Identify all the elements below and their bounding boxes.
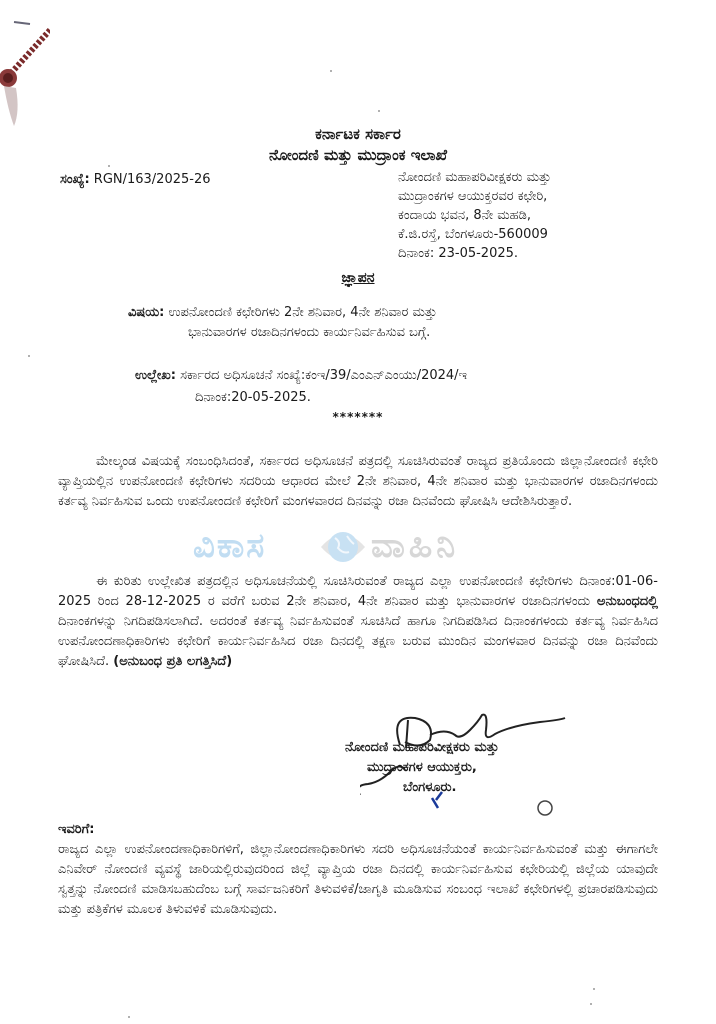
body-paragraph-2 (58, 572, 658, 672)
subject-section (128, 303, 608, 343)
signatory-line: ಬೆಂಗಳೂರು. (403, 780, 457, 795)
globe-eye-icon (321, 526, 365, 568)
recipients-text: ರಾಜ್ಯದ ಎಲ್ಲಾ ಉಪನೋಂದಣಾಧಿಕಾರಿಗಳಿಗೆ, ಜಿಲ್ಲಾನೋಂದಣಾಧಿಕಾರಿಗಳು ಸದರಿ ಅಧಿಸೂಚನೆಯಂತೆ ಕಾರ್ಯನಿರ್ವಹಿಸುವಂತೆ ಮತ್ತು ಈಗಾಗಲೇ ಎನಿವೇರ್ ನೋಂದಣಿ ವ್ಯವಸ್ಥೆ ಜಾರಿಯಲ್ಲಿರುವುದರಿಂದ ಜಿಲ್ಲೆ ವ್ಯಾಪ್ತಿಯ ರಜಾ ದಿನದಲ್ಲಿ ಕಾರ್ಯನಿರ್ವಹಿಸುವ ಕಛೇರಿಯಲ್ಲಿ ಜಿಲ್ಲೆಯ ಯಾವುದೇ ಸ್ವತ್ತನ್ನು ನೋಂದಣಿ ಮಾಡಿಸಬಹುದೆಂಬ ಬಗ್ಗೆ ಸಾರ್ವಜನಿಕರಿಗೆ ತಿಳುವಳಿಕೆ/ಜಾಗೃತಿ ಮೂಡಿಸುವ ಸಂಬಂಧ ಇಲಾಖೆ ಕಛೇರಿಗಳಲ್ಲಿ ಪ್ರಚಾರಪಡಿಸುವುದು ಮತ್ತು ಪತ್ರಿಕೆಗಳ ಮೂಲಕ ತಿಳುವಳಿಕೆ ಮೂಡಿಸುವುದು. (58, 842, 658, 917)
address-line: ಕೆ.ಜಿ.ರಸ್ತೆ, ಬೆಂಗಳೂರು-560009 (398, 227, 548, 242)
paragraph-2-text-a: ಈ ಕುರಿತು ಉಲ್ಲೇಖಿತ ಪತ್ರದಲ್ಲಿನ ಅಧಿಸೂಚನೆಯಲ್ಲಿ ಸೂಚಿಸಿರುವಂತೆ ರಾಜ್ಯದ ಎಲ್ಲಾ ಉಪನೋಂದಣಿ ಕಛೇರಿಗಳು ದಿನಾಂಕ:01-06-2025 ರಿಂದ 28-12-2025 ರ ವರೆಗೆ ಬರುವ 2ನೇ ಶನಿವಾರ, 4ನೇ ಶನಿವಾರ ಮತ್ತು ಭಾನುವಾರಗಳ ರಜಾದಿನಗಳಂದು (58, 574, 658, 609)
address-line: ಕಂದಾಯ ಭವನ, 8ನೇ ಮಹಡಿ, (398, 208, 531, 223)
reference-line-1: ಸರ್ಕಾರದ ಅಧಿಸೂಚನೆ ಸಂಖ್ಯೆ:ಕಂಇ/39/ಎಂಎನ್‌ಎಂಯು/2024/ಇ (180, 368, 468, 383)
signatory-line: ಮುದ್ರಾಂಕಗಳ ಆಯುಕ್ತರು, (367, 760, 477, 775)
paragraph-2-bold-annexure: ಅನುಬಂಧದಲ್ಲಿ (596, 594, 658, 609)
body-paragraph-1 (58, 452, 658, 512)
reference-number (60, 172, 211, 187)
watermark-text-right: ವಾಹಿನಿ (371, 526, 460, 566)
watermark-logo (193, 524, 533, 570)
signatory-block (345, 738, 499, 798)
reference-number-label: ಸಂಖ್ಯೆ: (60, 172, 90, 187)
reference-label: ಉಲ್ಲೇಖ: (135, 368, 176, 383)
address-line: ಮುದ್ರಾಂಕಗಳ ಆಯುಕ್ತರವರ ಕಛೇರಿ, (398, 189, 548, 204)
reference-line-2: ದಿನಾಂಕ:20-05-2025. (195, 390, 311, 405)
department-heading: ನೋಂದಣಿ ಮತ್ತು ಮುದ್ರಾಂಕ ಇಲಾಖೆ (268, 146, 448, 164)
address-line: ನೋಂದಣಿ ಮಹಾಪರಿವೀಕ್ಷಕರು ಮತ್ತು (398, 170, 552, 185)
watermark-text-left: ವಿಕಾಸ (193, 526, 267, 566)
notice-title: ಜ್ಞಾಪನ (341, 270, 375, 286)
tassel-cord-image (0, 20, 50, 130)
paragraph-2-bold-attachment: (ಅನುಬಂಧ ಪ್ರತಿ ಲಗತ್ತಿಸಿದೆ) (113, 654, 233, 669)
office-address (398, 168, 551, 263)
recipients-label: ಇವರಿಗೆ: (58, 822, 95, 837)
subject-line-1: ಉಪನೋಂದಣಿ ಕಛೇರಿಗಳು 2ನೇ ಶನಿವಾರ, 4ನೇ ಶನಿವಾರ ಮತ್ತು (168, 305, 437, 320)
reference-section (135, 365, 615, 409)
subject-label: ವಿಷಯ: (128, 305, 165, 320)
signatory-line: ನೋಂದಣಿ ಮಹಾಪರಿವೀಕ್ಷಕರು ಮತ್ತು (345, 740, 499, 755)
reference-number-value: RGN/163/2025-26 (93, 172, 211, 187)
subject-line-2: ಭಾನುವಾರಗಳ ರಜಾದಿನಗಳಂದು ಕಾರ್ಯನಿರ್ವಹಿಸುವ ಬಗ್ಗೆ. (188, 325, 431, 340)
issue-date: ದಿನಾಂಕ: 23-05-2025. (398, 246, 519, 261)
section-separator: ******* (332, 410, 384, 424)
paragraph-2-text-b: ದಿನಾಂಕಗಳನ್ನು ನಿಗದಿಪಡಿಸಲಾಗಿದೆ. ಅದರಂತೆ ಕರ್ತವ್ಯ ನಿರ್ವಹಿಸುವಂತೆ ಸೂಚಿಸಿದೆ ಹಾಗೂ ನಿಗದಿಪಡಿಸಿದ ದಿನಾಂಕಗಳಂದು ಕರ್ತವ್ಯ ನಿರ್ವಹಿಸಿದ ಉಪನೋಂದಣಾಧಿಕಾರಿಗಳು ಕಛೇರಿಗೆ ಕಾರ್ಯನಿರ್ವಹಿಸಿದ ರಜಾ ದಿನದಲ್ಲಿ ತಕ್ಷಣ ಬರುವ ಮುಂದಿನ ಮಂಗಳವಾರ ದಿನವನ್ನು ರಜಾ ದಿನವೆಂದು ಘೋಷಿಸಿದೆ. (58, 614, 658, 669)
government-heading: ಕರ್ನಾಟಕ ಸರ್ಕಾರ (315, 125, 401, 143)
paragraph-1-text: ಮೇಲ್ಕಂಡ ವಿಷಯಕ್ಕೆ ಸಂಬಂಧಿಸಿದಂತೆ, ಸರ್ಕಾರದ ಅಧಿಸೂಚನೆ ಪತ್ರದಲ್ಲಿ ಸೂಚಿಸಿರುವಂತೆ ರಾಜ್ಯದ ಪ್ರತಿಯೊಂದು ಜಿಲ್ಲಾನೋಂದಣಿ ಕಛೇರಿ ವ್ಯಾಪ್ತಿಯಲ್ಲಿನ ಉಪನೋಂದಣಿ ಕಛೇರಿಗಳು ಸದರಿಯ ಆಧಾರದ ಮೇಲೆ 2ನೇ ಶನಿವಾರ, 4ನೇ ಶನಿವಾರ ಮತ್ತು ಭಾನುವಾರಗಳ ರಜಾದಿನಗಳಂದು ಕರ್ತವ್ಯ ನಿರ್ವಹಿಸುವ ಒಂದು ಉಪನೋಂದಣಿ ಕಛೇರಿಗೆ ಮಂಗಳವಾರದ ದಿನವನ್ನು ರಜಾ ದಿನವೆಂದು ಘೋಷಿಸಿ ಆದೇಶಿಸಿರುತ್ತಾರೆ. (58, 454, 658, 509)
